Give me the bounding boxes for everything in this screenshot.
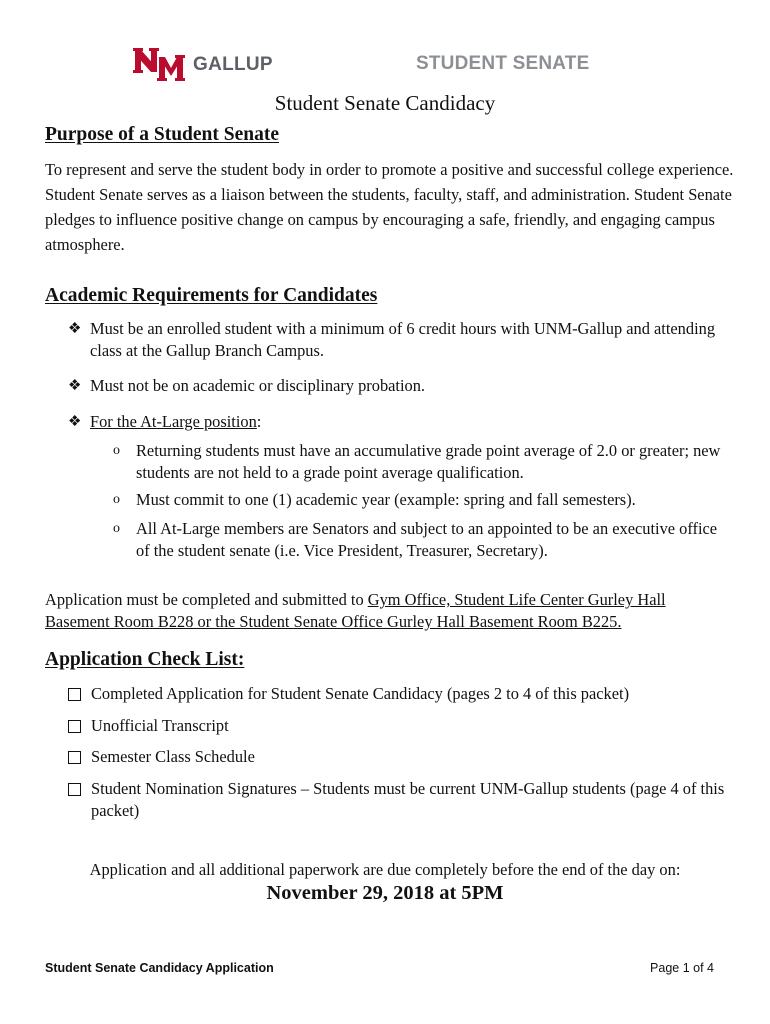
list-item bbox=[68, 375, 728, 397]
sub-list-item bbox=[113, 440, 733, 484]
checkbox[interactable] bbox=[68, 720, 81, 733]
checklist-item-text: Semester Class Schedule bbox=[91, 747, 255, 766]
diamond-bullet-icon: ❖ bbox=[68, 321, 82, 337]
circle-bullet-icon: o bbox=[113, 443, 120, 458]
checkbox[interactable] bbox=[68, 751, 81, 764]
diamond-bullet-icon: ❖ bbox=[68, 414, 82, 430]
submission-paragraph bbox=[45, 589, 725, 633]
org-name: STUDENT SENATE bbox=[416, 53, 590, 74]
at-large-label: For the At-Large position bbox=[90, 412, 257, 431]
purpose-heading: Purpose of a Student Senate bbox=[45, 124, 280, 145]
circle-bullet-icon: o bbox=[113, 492, 120, 507]
deadline-date: November 29, 2018 at 5PM bbox=[266, 882, 504, 904]
at-large-colon: : bbox=[256, 412, 262, 431]
unm-logo-icon bbox=[133, 48, 185, 82]
requirements-heading: Academic Requirements for Candidates bbox=[45, 285, 378, 306]
diamond-bullet-icon: ❖ bbox=[68, 378, 82, 394]
sub-list-item-text: Must commit to one (1) academic year (example: spring and fall semesters). bbox=[136, 490, 636, 509]
page-number: Page 1 of 4 bbox=[650, 961, 714, 975]
sub-list-item-text: Returning students must have an accumulative grade point average of 2.0 or greater; new students are not held to a grade point average qualification. bbox=[136, 441, 721, 482]
sub-list-item bbox=[113, 489, 733, 511]
list-item bbox=[68, 318, 728, 362]
list-item-text: Must be an enrolled student with a minimum of 6 credit hours with UNM-Gallup and attending class at the Gallup Branch Campus. bbox=[90, 319, 716, 360]
purpose-paragraph: To represent and serve the student body in order to promote a positive and successful college experience. Student Senate serves as a liaison between the students, faculty, staff, and administration. Student Senate pledges to influence positive change on campus by encouraging a safe, friendly, and engaging campus atmosphere. bbox=[45, 160, 734, 254]
checkbox[interactable] bbox=[68, 783, 81, 796]
checklist-item-text: Unofficial Transcript bbox=[91, 716, 229, 735]
submission-prefix: Application must be completed and submitted to bbox=[45, 590, 368, 609]
logo-text: GALLUP bbox=[193, 54, 273, 75]
checklist-item bbox=[68, 683, 730, 705]
footer-title: Student Senate Candidacy Application bbox=[45, 961, 274, 975]
unm-logo bbox=[133, 48, 273, 82]
submission-location: Gym Office, Student Life Center Gurley Hall Basement Room B228 or the Student Senate Office Gurley Hall Basement Room B225. bbox=[45, 590, 666, 631]
checklist-item bbox=[68, 778, 730, 822]
deadline-intro: Application and all additional paperwork are due completely before the end of the day on: bbox=[89, 860, 681, 879]
sub-list-item bbox=[113, 518, 733, 562]
checklist-heading: Application Check List: bbox=[45, 649, 245, 670]
list-item-at-large bbox=[68, 411, 728, 433]
checklist-item bbox=[68, 715, 730, 737]
circle-bullet-icon: o bbox=[113, 521, 120, 536]
checklist-item bbox=[68, 746, 730, 768]
sub-list-item-text: All At-Large members are Senators and subject to an appointed to be an executive office of the student senate (i.e. Vice President, Treasurer, Secretary). bbox=[136, 519, 718, 560]
checklist-item-text: Student Nomination Signatures – Students must be current UNM-Gallup students (page 4 of this packet) bbox=[91, 779, 725, 820]
page-title: Student Senate Candidacy bbox=[274, 91, 496, 115]
checkbox[interactable] bbox=[68, 688, 81, 701]
checklist-item-text: Completed Application for Student Senate Candidacy (pages 2 to 4 of this packet) bbox=[91, 684, 630, 703]
list-item-text: Must not be on academic or disciplinary probation. bbox=[90, 376, 426, 395]
